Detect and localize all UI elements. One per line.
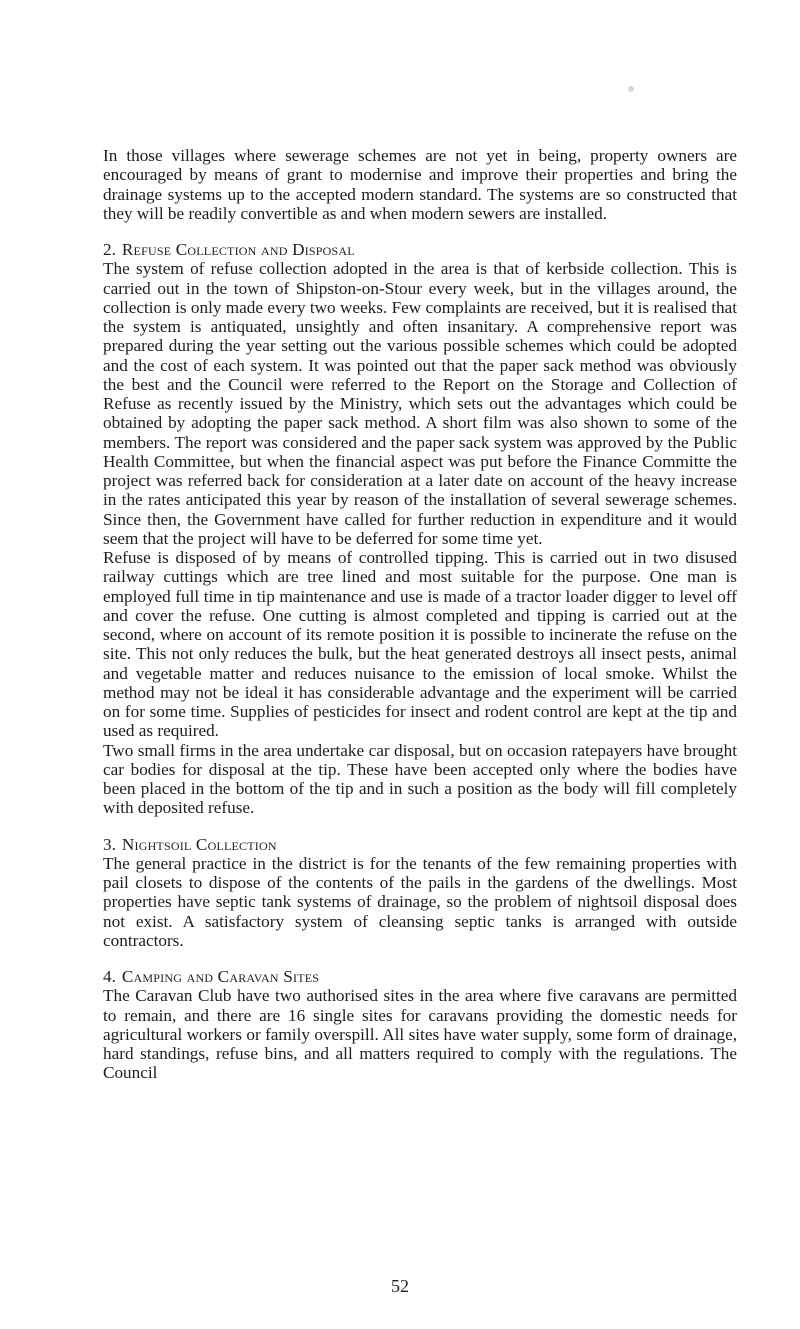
section-title: Camping and Caravan Sites bbox=[121, 967, 320, 986]
paragraph: Two small firms in the area undertake car disposal, but on occasion ratepayers have brought car bodies for disposal at the tip. These have been accepted only where the bodies have been placed in the bottom of the tip and in such a position as the body will fill completely with deposited refuse. bbox=[103, 740, 737, 818]
spacer bbox=[103, 950, 737, 958]
page-number: 52 bbox=[391, 1276, 409, 1296]
paper-speck bbox=[628, 86, 634, 92]
section-heading bbox=[103, 835, 737, 854]
section-number: 2. bbox=[103, 240, 116, 259]
spacer bbox=[103, 223, 737, 231]
section-camping-caravan-sites bbox=[103, 967, 737, 1083]
document-body bbox=[103, 146, 737, 1083]
section-heading bbox=[103, 967, 737, 986]
section-number: 4. bbox=[103, 967, 116, 986]
section-title: Nightsoil Collection bbox=[121, 834, 277, 854]
paragraph: The Caravan Club have two authorised sites in the area where five caravans are permitted to remain, and there are 16 single sites for caravans providing the domestic needs for agricultural workers or family overspill. All sites have water supply, some form of drainage, hard standings, refuse bins, and all matters required to comply with the regulations. The Council bbox=[103, 986, 737, 1083]
paragraph: Refuse is disposed of by means of controlled tipping. This is carried out in two disused railway cuttings which are tree lined and most suitable for the purpose. One man is employed full time in tip maintenance and use is made of a tractor loader digger to level off and cover the refuse. One cutting is almost completed and tipping is carried out at the second, where on account of its remote position it is possible to incinerate the refuse on the site. This not only reduces the bulk, but the heat generated destroys all insect pests, animal and vegetable matter and reduces nuisance to the emission of local smoke. Whilst the method may not be ideal it has considerable advantage and the experiment will be carried on for some time. Supplies of pesticides for insect and rodent control are kept at the tip and used as required. bbox=[103, 548, 737, 741]
intro-paragraph: In those villages where sewerage schemes are not yet in being, property owners are encouraged by means of grant to modernise and improve their properties and bring the drainage systems up to the accepted modern standard. The systems are so constructed that they will be readily convertible as and when modern sewers are installed. bbox=[103, 146, 737, 223]
paragraph: The system of refuse collection adopted in the area is that of kerbside collection. This is carried out in the town of Shipston-on-Stour every week, but in the villages around, the collection is only made every two weeks. Few complaints are received, but it is realised that the system is antiquated, unsightly and often insanitary. A comprehensive report was prepared during the year setting out the various possible schemes which could be adopted and the cost of each system. It was pointed out that the paper sack method was obviously the best and the Council were referred to the Report on the Storage and Collection of Refuse as recently issued by the Ministry, which sets out the advantages which could be obtained by adopting the paper sack method. A short film was also shown to some of the members. The report was considered and the paper sack system was approved by the Public Health Committee, but when the financial aspect was put before the Finance Committe the project was referred back for consideration at a later date on account of the heavy increase in the rates anticipated this year by reason of the installation of several sewerage schemes. Since then, the Government have called for further reduction in expenditure and it would seem that the project will have to be deferred for some time yet. bbox=[103, 259, 737, 548]
spacer bbox=[103, 818, 737, 826]
section-heading bbox=[103, 240, 737, 259]
section-refuse-collection bbox=[103, 240, 737, 818]
section-title: Refuse Collection and Disposal bbox=[121, 240, 355, 259]
section-number: 3. bbox=[103, 834, 116, 854]
paragraph: The general practice in the district is for the tenants of the few remaining properties with pail closets to dispose of the contents of the pails in the gardens of the dwellings. Most properties have septic tank systems of drainage, so the problem of nightsoil disposal does not exist. A satisfactory system of cleansing septic tanks is arranged with outside contractors. bbox=[103, 853, 737, 950]
section-nightsoil-collection bbox=[103, 835, 737, 951]
